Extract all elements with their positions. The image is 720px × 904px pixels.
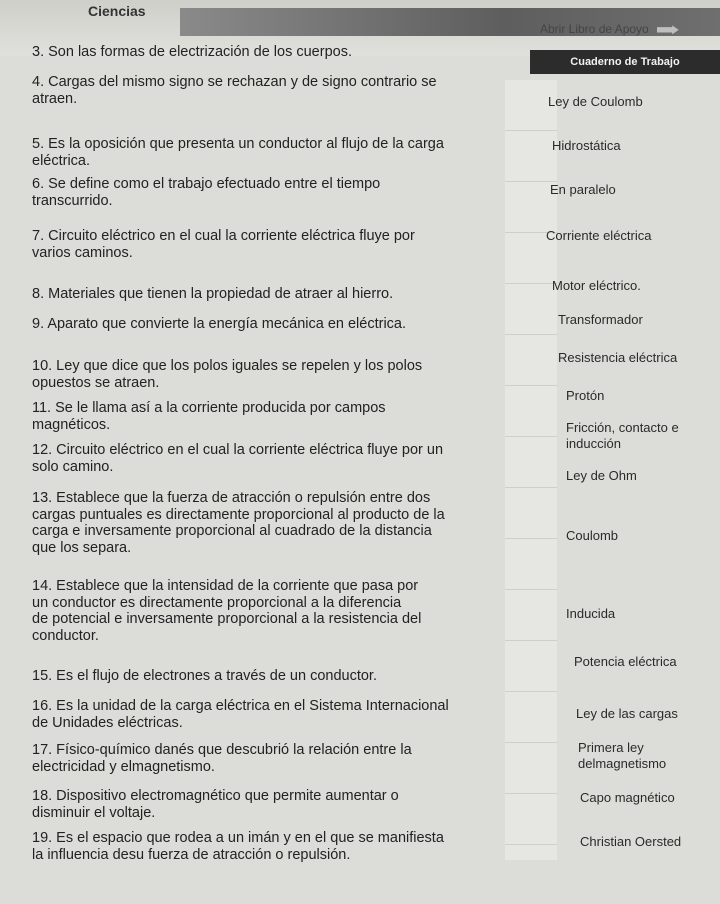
option-ley-de-coulomb: Ley de Coulomb (548, 94, 643, 109)
question-18: 18. Dispositivo electromagnético que permite aumentar o disminuir el voltaje. (32, 788, 399, 821)
answer-cell[interactable] (505, 641, 557, 692)
question-11: 11. Se le llama así a la corriente producida por campos magnéticos. (32, 400, 386, 433)
option-primera-ley-magnetismo: Primera ley delmagnetismo (578, 740, 667, 771)
question-7: 7. Circuito eléctrico en el cual la corriente eléctrica fluye por varios caminos. (32, 228, 415, 261)
answer-cell[interactable] (505, 488, 557, 539)
open-support-book-label: Abrir Libro de Apoyo (540, 22, 649, 36)
question-3: 3. Son las formas de electrización de los cuerpos. (32, 44, 352, 60)
option-inducida: Inducida (566, 606, 616, 621)
answer-cell[interactable] (505, 284, 557, 335)
option-ley-de-ohm: Ley de Ohm (566, 468, 637, 483)
question-12: 12. Circuito eléctrico en el cual la corriente eléctrica fluye por un solo camino. (32, 442, 444, 475)
workbook-badge: Cuaderno de Trabajo (530, 50, 720, 74)
question-19: 19. Es el espacio que rodea a un imán y en el que se manifiesta la influencia desu fuerza de atracción o repulsión. (32, 830, 444, 863)
answer-cell[interactable] (505, 335, 557, 386)
question-15: 15. Es el flujo de electrones a través de un conductor. (32, 668, 377, 684)
option-coulomb: Coulomb (566, 528, 619, 543)
question-8: 8. Materiales que tienen la propiedad de atraer al hierro. (32, 286, 394, 302)
question-9: 9. Aparato que convierte la energía mecánica en eléctrica. (32, 316, 407, 332)
option-proton: Protón (566, 388, 605, 403)
answer-cell[interactable] (505, 539, 557, 590)
answer-cell[interactable] (505, 794, 557, 845)
option-potencia-electrica: Potencia eléctrica (574, 654, 677, 669)
answer-cell[interactable] (505, 131, 557, 182)
option-christian-oersted: Christian Oersted (580, 834, 682, 849)
question-5: 5. Es la oposición que presenta un conductor al flujo de la carga eléctrica. (32, 136, 444, 169)
arrow-right-icon (657, 25, 679, 34)
question-10: 10. Ley que dice que los polos iguales se repelen y los polos opuestos se atraen. (32, 358, 423, 391)
option-friccion-contacto-induccion: Fricción, contacto e inducción (566, 420, 679, 451)
answer-cell[interactable] (505, 692, 557, 743)
option-corriente-electrica: Corriente eléctrica (546, 228, 652, 243)
answer-cell[interactable] (505, 743, 557, 794)
option-resistencia-electrica: Resistencia eléctrica (558, 350, 678, 365)
question-13: 13. Establece que la fuerza de atracción o repulsión entre dos cargas puntuales es directamente proporcional al producto de la carga e inversamente proporcional al cuadrado de la distancia que los separa. (32, 490, 445, 557)
option-en-paralelo: En paralelo (550, 182, 616, 197)
option-transformador: Transformador (558, 312, 643, 327)
option-ley-de-las-cargas: Ley de las cargas (576, 706, 678, 721)
brand-title: Ciencias (88, 3, 146, 19)
open-support-book-link[interactable] (540, 22, 679, 36)
question-4: 4. Cargas del mismo signo se rechazan y de signo contrario se atraen. (32, 74, 437, 107)
answer-cell[interactable] (505, 386, 557, 437)
option-hidrostatica: Hidrostática (552, 138, 621, 153)
option-capo-magnetico: Capo magnético (580, 790, 675, 805)
answer-cell[interactable] (505, 590, 557, 641)
option-motor-electrico: Motor eléctrico. (552, 278, 641, 293)
question-6: 6. Se define como el trabajo efectuado entre el tiempo transcurrido. (32, 176, 381, 209)
question-16: 16. Es la unidad de la carga eléctrica en el Sistema Internacional de Unidades eléctricas. (32, 698, 449, 731)
question-14: 14. Establece que la intensidad de la corriente que pasa por un conductor es directamente proporcional a la diferencia de potencial e inversamente proporcional a la resistencia del conductor. (32, 578, 422, 645)
question-17: 17. Físico-químico danés que descubrió la relación entre la electricidad y elmagnetismo. (32, 742, 412, 775)
answer-cell[interactable] (505, 437, 557, 488)
